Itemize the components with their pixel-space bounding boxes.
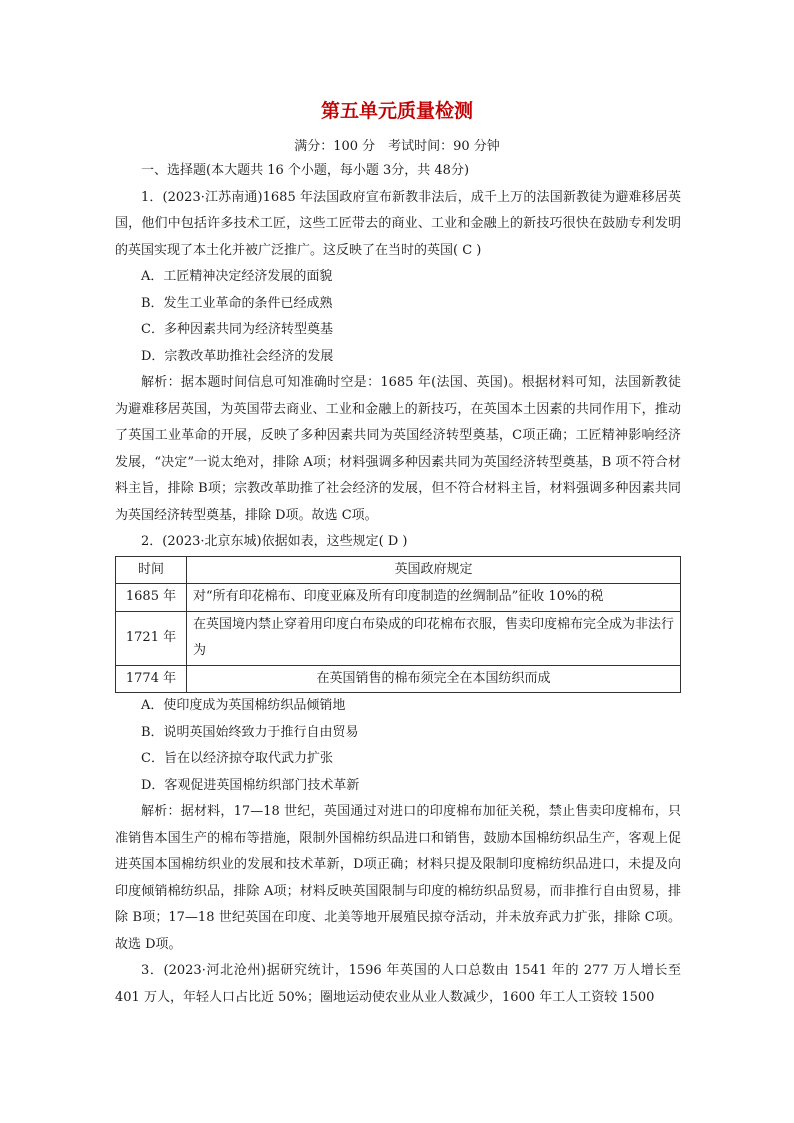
table-row <box>116 584 681 612</box>
question-2-stem: 2．(2023·北京东城)依据如表，这些规定( D ) <box>141 534 408 549</box>
table-cell-year: 1721 年 <box>116 611 187 665</box>
q2-option-d: D．客观促进英国棉纺织部门技术革新 <box>141 777 360 793</box>
q1-option-d: D．宗教改革助推社会经济的发展 <box>141 348 334 364</box>
section-heading: 一、选择题(本大题共 16 个小题，每小题 3分，共 48分) <box>141 163 470 178</box>
table-header-rule: 英国政府规定 <box>187 556 681 584</box>
question-1-analysis: 解析：据本题时间信息可知准确时空是：1685 年(法国、英国)。根据材料可知，法国新教徒为避难移居英国，为英国带去商业、工业和金融上的新技巧，在英国本土因素的共同作用下，推动了英国工业革命的开展，反映了多种因素共同为英国经济转型奠基，C项正确；工匠精神影响经济发展，“决定”一说太绝对，排除 A项；材料强调多种因素共同为英国经济转型奠基，B 项不符合材料主旨，排除 B项；宗教改革助推了社会经济的发展，但不符合材料主旨，材料强调多种因素共同为英国经济转型奠基，排除 D项。故选 C项。 <box>115 375 681 523</box>
page-title: 第五单元质量检测 <box>320 100 473 122</box>
table-header-row <box>116 556 681 584</box>
content <box>115 158 681 1011</box>
q1-option-c: C．多种因素共同为经济转型奠基 <box>141 322 333 337</box>
table-cell-rule: 在英国销售的棉布须完全在本国纺织而成 <box>187 665 681 693</box>
q1-option-b: B．发生工业革命的条件已经成熟 <box>141 295 333 311</box>
question-1-stem: 1．(2023·江苏南通)1685 年法国政府宣布新教非法后，成千上万的法国新教徒为避难移居英国，他们中包括许多技术工匠，这些工匠带去的商业、工业和金融上的新技巧很快在鼓励专利发明的英国实现了本土化并被广泛推广。这反映了在当时的英国( C ) <box>115 189 681 258</box>
q2-option-a: A．使印度成为英国棉纺织品倾销地 <box>141 698 346 713</box>
question-2-analysis: 解析：据材料，17—18 世纪，英国通过对进口的印度棉布加征关税，禁止售卖印度棉布，只准销售本国生产的棉布等措施，限制外国棉纺织品进口和销售，鼓励本国棉纺织品生产，客观上促进英国本国棉纺织业的发展和技术革新，D项正确；材料只提及限制印度棉纺织品进口，未提及向印度倾销棉纺织品，排除 A项；材料反映英国限制与印度的棉纺织品贸易，而非推行自由贸易，排除 B项；17—18 世纪英国在印度、北美等地开展殖民掠夺活动，并未放弃武力扩张，排除 C项。故选 D项。 <box>115 804 681 952</box>
table-cell-rule: 在英国境内禁止穿着用印度白布染成的印花棉布衣服，售卖印度棉布完全成为非法行为 <box>187 611 681 665</box>
table-cell-rule: 对“所有印花棉布、印度亚麻及所有印度制造的丝绸制品”征收 10%的税 <box>187 584 681 612</box>
regulation-table <box>115 556 681 694</box>
q2-option-b: B．说明英国始终致力于推行自由贸易 <box>141 724 359 740</box>
exam-info: 满分：100 分 考试时间：90 分钟 <box>294 139 500 154</box>
question-3-stem: 3．(2023·河北沧州)据研究统计，1596 年英国的人口总数由 1541 年的 277 万人增长至 401 万人，年轻人口占比近 50%；圈地运动使农业从业人数减少，1600 年工人工资较 1500 <box>115 963 681 1005</box>
table-row <box>116 611 681 665</box>
q1-option-a: A．工匠精神决定经济发展的面貌 <box>141 269 333 284</box>
q2-option-c: C．旨在以经济掠夺取代武力扩张 <box>141 751 333 766</box>
table-header-time: 时间 <box>116 556 187 584</box>
table-row <box>116 665 681 693</box>
table-cell-year: 1685 年 <box>116 584 187 612</box>
table-cell-year: 1774 年 <box>116 665 187 693</box>
